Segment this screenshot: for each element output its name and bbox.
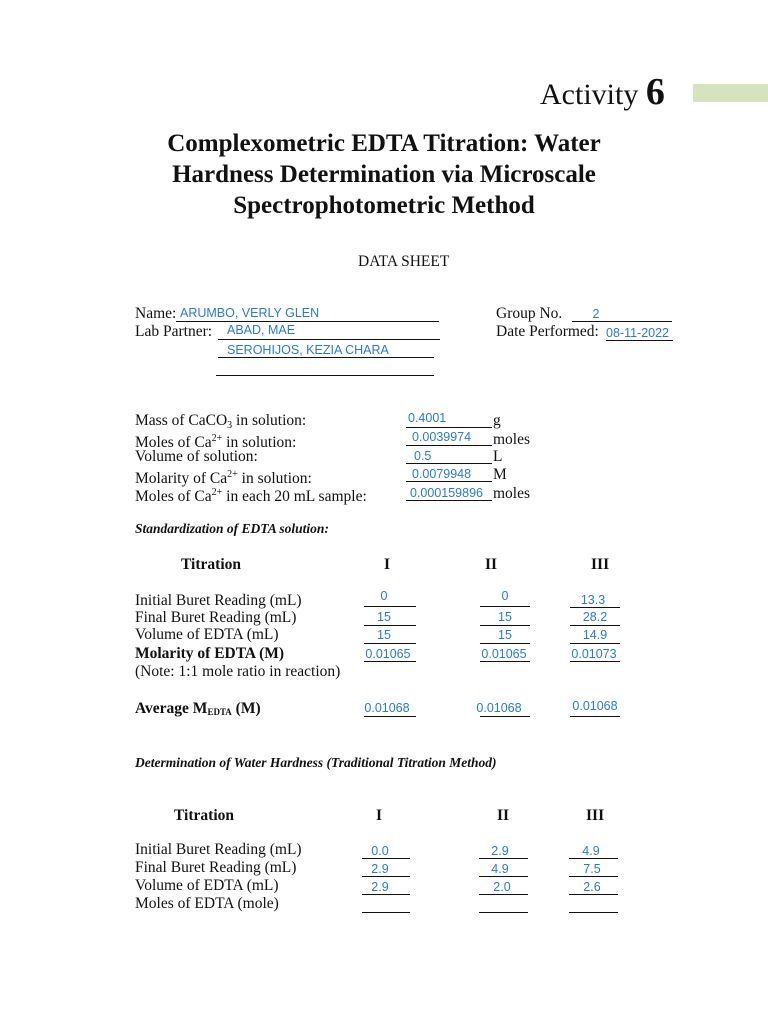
hard-initial-i: 0.0 (371, 844, 389, 858)
std-final-iii: 28.2 (582, 610, 608, 624)
moles-label: Moles of $Ca^{2+}$ in solution: (135, 433, 297, 452)
mass-value: 0.4001 (408, 411, 447, 425)
hard-initial-i-line (362, 858, 410, 859)
std-initial-iii: 13.3 (580, 593, 606, 607)
std-initial-i-line (364, 606, 416, 607)
std-final-iii-line (570, 625, 620, 626)
name-underline (176, 321, 439, 322)
sample-label: Moles of $Ca^{2+}$ in each 20 mL sample: (135, 487, 367, 506)
hard-final-iii: 7.5 (583, 862, 601, 876)
std-initial-i: 0 (380, 589, 388, 603)
std-initial-iii-line (570, 607, 620, 608)
std-molarity-iii-line (570, 661, 620, 662)
sample-value: 0.000159896 (410, 486, 483, 500)
std-volume-iii: 14.9 (582, 628, 608, 642)
avg-label: Average MEDTA (M) (135, 700, 261, 717)
hard-initial-iii-line (569, 858, 618, 859)
date-underline (606, 340, 673, 341)
std-note: (Note: 1:1 mole ratio in reaction) (135, 663, 341, 680)
hard-col-iii: III (586, 807, 605, 824)
date-label: Date Performed: (496, 323, 599, 340)
avg-value-iii: 0.01068 (572, 699, 618, 713)
moles-underline (406, 445, 492, 446)
avg-value-ii: 0.01068 (476, 701, 522, 715)
hard-initial-ii: 2.9 (491, 844, 509, 858)
group-underline (572, 321, 672, 322)
moles-value: 0.0039974 (412, 430, 472, 444)
data-sheet-label: DATA SHEET (358, 253, 450, 270)
std-volume-i-line (364, 643, 416, 644)
volume-label: Volume of solution: (135, 448, 258, 465)
std-molarity-ii: 0.01065 (481, 647, 527, 661)
group-label: Group No. (496, 305, 563, 322)
std-volume-i: 15 (377, 628, 391, 642)
molarity-value: 0.0079948 (412, 467, 472, 481)
std-row-molarity-label: Molarity of EDTA (M) (135, 645, 285, 662)
activity-tag-bar (693, 84, 768, 102)
std-final-ii-line (480, 625, 530, 626)
std-volume-ii-line (480, 643, 530, 644)
lab-partner-underline-1 (218, 339, 440, 340)
std-volume-iii-line (570, 643, 620, 644)
hard-initial-ii-line (479, 858, 528, 859)
hard-moles-ii-line (479, 912, 528, 913)
std-volume-ii: 15 (498, 628, 512, 642)
hard-final-ii-line (479, 876, 528, 877)
title-line-1: Complexometric EDTA Titration: Water (167, 130, 601, 157)
hard-final-i-line (362, 876, 410, 877)
date-value: 08-11-2022 (606, 326, 670, 340)
title-line-2: Hardness Determination via Microscale (172, 161, 596, 188)
hard-volume-i: 2.9 (371, 880, 389, 894)
std-final-ii: 15 (498, 610, 512, 624)
name-value: ARUMBO, VERLY GLEN (180, 306, 320, 320)
hard-volume-iii-line (569, 894, 618, 895)
hard-row-initial-label: Initial Buret Reading (mL) (135, 841, 302, 858)
molarity-unit: M (493, 466, 507, 483)
volume-unit: L (493, 448, 503, 465)
hard-row-final-label: Final Buret Reading (mL) (135, 859, 297, 876)
std-col-i: I (384, 556, 391, 573)
mass-underline (406, 427, 492, 428)
std-initial-ii-line (480, 606, 530, 607)
hard-final-ii: 4.9 (491, 862, 509, 876)
std-initial-ii: 0 (501, 589, 509, 603)
avg-i-line (364, 716, 416, 717)
hard-row-moles-label: Moles of EDTA (mole) (135, 895, 279, 912)
mass-label: Mass of CaCO3 in solution: (135, 412, 307, 431)
std-col-ii: II (485, 556, 498, 573)
hard-moles-i-line (362, 912, 410, 913)
hard-initial-iii: 4.9 (582, 844, 600, 858)
hard-volume-ii: 2.0 (493, 880, 511, 894)
hard-final-i: 2.9 (371, 862, 389, 876)
std-col-iii: III (591, 556, 610, 573)
std-row-volume-label: Volume of EDTA (mL) (135, 626, 279, 643)
name-label: Name: (135, 305, 177, 322)
lab-partner-underline-2 (218, 357, 434, 358)
sample-underline (406, 500, 492, 501)
lab-partner-label: Lab Partner: (135, 323, 213, 340)
hard-col-ii: II (497, 807, 510, 824)
hard-moles-iii-line (569, 912, 618, 913)
mass-unit: g (493, 412, 501, 429)
avg-ii-line (480, 716, 530, 717)
hard-volume-ii-line (479, 894, 528, 895)
avg-value-i: 0.01068 (364, 701, 410, 715)
molarity-label: Molarity of $Ca^{2+}$ in solution: (135, 469, 312, 488)
volume-value: 0.5 (414, 449, 432, 463)
hard-volume-iii: 2.6 (583, 880, 601, 894)
group-value: 2 (592, 307, 600, 321)
hard-final-iii-line (569, 876, 618, 877)
molarity-underline (406, 481, 492, 482)
moles-unit: moles (493, 431, 531, 448)
std-final-i-line (364, 625, 416, 626)
hardness-heading: Determination of Water Hardness (Traditional Titration Method) (135, 755, 497, 770)
std-final-i: 15 (377, 610, 391, 624)
hard-row-volume-label: Volume of EDTA (mL) (135, 877, 279, 894)
std-molarity-i-line (364, 661, 416, 662)
lab-partner-2: SEROHIJOS, KEZIA CHARA (227, 343, 389, 357)
lab-partner-underline-3 (216, 375, 434, 376)
title-line-3: Spectrophotometric Method (233, 192, 535, 219)
std-molarity-iii: 0.01073 (571, 647, 617, 661)
volume-underline (406, 463, 492, 464)
std-row-initial-label: Initial Buret Reading (mL) (135, 592, 302, 609)
sample-unit: moles (493, 485, 531, 502)
std-heading: Standardization of EDTA solution: (135, 521, 329, 536)
hard-titration-label: Titration (174, 807, 234, 824)
std-molarity-ii-line (480, 661, 530, 662)
std-row-final-label: Final Buret Reading (mL) (135, 609, 297, 626)
std-molarity-i: 0.01065 (365, 647, 411, 661)
hard-volume-i-line (362, 894, 410, 895)
document-title (0, 128, 768, 221)
activity-heading (540, 72, 665, 115)
std-titration-label: Titration (181, 556, 241, 573)
activity-number: 6 (645, 71, 665, 113)
activity-label: Activity (540, 78, 639, 111)
hard-col-i: I (376, 807, 383, 824)
avg-iii-line (570, 716, 620, 717)
lab-partner-1: ABAD, MAE (227, 323, 296, 337)
